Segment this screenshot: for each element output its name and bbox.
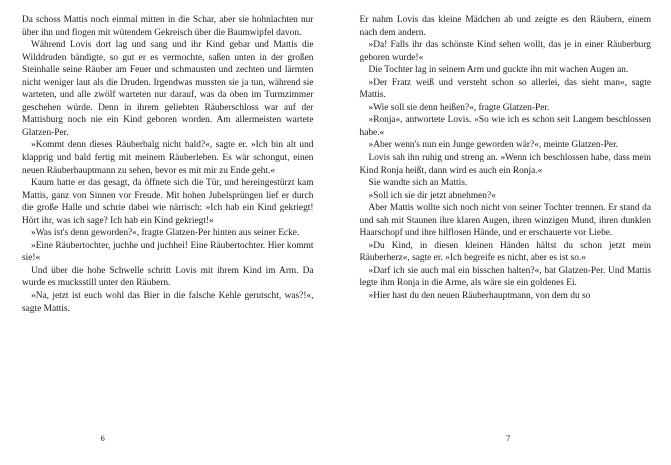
- paragraph: »Du Kind, in diesen kleinen Händen hältst du schon jetzt mein Räuberherz«, sagte er. »Ich begreife es nicht, aber es ist so.«: [359, 240, 651, 264]
- paragraph: »Ronja«, antwortete Lovis. »So wie ich es schon seit Langem beschlossen habe.«: [359, 115, 651, 138]
- paragraph: Die Tochter lag in seinem Arm und guckte ihn mit wachen Augen an.: [368, 65, 629, 76]
- paragraph: »Da! Falls ihr das schönste Kind sehen wollt, das je in einer Räuberburg geboren wurde!«: [359, 40, 651, 63]
- right-page-textblock: [360, 14, 652, 303]
- paragraph: »Na, jetzt ist euch wohl das Bier in die falsche Kehle gerutscht, was?!«, sagte Mattis.: [22, 291, 314, 314]
- paragraph: Er nahm Lovis das kleine Mädchen ab und zeigte es den Räubern, einem nach dem andern.: [359, 15, 651, 38]
- paragraph: »Was ist's denn geworden?«, fragte Glatzen-Per hinten aus seiner Ecke.: [31, 228, 300, 239]
- paragraph: Sie wandte sich an Mattis.: [368, 178, 468, 189]
- paragraph: Aber Mattis wollte sich noch nicht von seiner Tochter trennen. Er stand da und sah mit Staunen ihre klaren Augen, ihren winzigen Mund, ihren dunklen Haarschopf und ihre hilflosen Hände, und er erschauerte vor Liebe.: [359, 203, 651, 239]
- left-page-textblock: [22, 14, 314, 315]
- page-number: 7: [506, 433, 511, 443]
- paragraph: »Darf ich sie auch mal ein bisschen halten?«, bat Glatzen-Per. Und Mattis legte ihm Ronja in die Arme, als wäre sie ein goldenes Ei.: [359, 265, 651, 289]
- paragraph: »Wie soll sie denn heißen?«, fragte Glatzen-Per.: [368, 102, 550, 113]
- paragraph: Kaum hatte er das gesagt, da öffnete sich die Tür, und hereingestürzt kam Mattis, ganz von Sinnen vor Freude. Mit hohen Jubelsprüngen lief er durch die große Halle und schrie dabei wie närrisch: »Ich hab ein Kind gekriegt! Hört ihr, was ich sage? Ich hab ein Kind gekriegt!«: [22, 178, 314, 226]
- paragraph: Lovis sah ihn ruhig und streng an. »Wenn ich beschlossen habe, dass mein Kind Ronja heißt, dann wird es auch ein Ronja.«: [359, 153, 651, 176]
- paragraph: »Der Fratz weiß und versteht schon so allerlei, das sieht man«, sagte Mattis.: [359, 77, 651, 101]
- paragraph: »Kommt denn dieses Räuberbalg nicht bald?«, sagte er. »Ich bin alt und klapprig und bald fertig mit meinem Räuberleben. Es wär schongut, einen neuen Räuberhauptmann zu sehen, bevor es mit mir zu Ende geht.«: [22, 140, 314, 176]
- right-page: [336, 0, 671, 465]
- paragraph: »Aber wenn's nun ein Junge geworden wär?«, meinte Glatzen-Per.: [368, 140, 619, 151]
- paragraph: »Soll ich sie dir jetzt abnehmen?«: [368, 190, 496, 201]
- paragraph: Während Lovis dort lag und sang und ihr Kind gebar und Mattis die Wilddruden bändigte, so gut er es vermochte, saßen unten in der großen Steinhalle seine Räuber am Feuer und schmausten und zechten und lärmten nicht weniger laut als die Druden. Irgendwas mussten sie ja tun, während sie warteten, und alle zwölf warteten nur darauf, was da oben im Turmzimmer geschehen würde. Denn in ihrem geliebten Räuberschloss war auf der Mattisburg noch nie ein Kind geboren worden. Am allermeisten wartete Glatzen-Per.: [22, 40, 314, 138]
- paragraph: »Eine Räubertochter, juchhe und juchhei! Eine Räubertochter. Hier kommt sie!«: [22, 240, 314, 264]
- paragraph: Da schoss Mattis noch einmal mitten in die Schar, aber sie hohnlachten nur über ihn und flogen mit wütendem Gekreisch über die Baumwipfel davon.: [22, 15, 314, 38]
- page-number: 6: [100, 433, 105, 443]
- paragraph: »Hier hast du den neuen Räuberhauptmann, von dem du so: [368, 291, 591, 302]
- paragraph: Und über die hohe Schwelle schritt Lovis mit ihrem Kind im Arm. Da wurde es mucksstill unter den Räubern.: [22, 265, 314, 289]
